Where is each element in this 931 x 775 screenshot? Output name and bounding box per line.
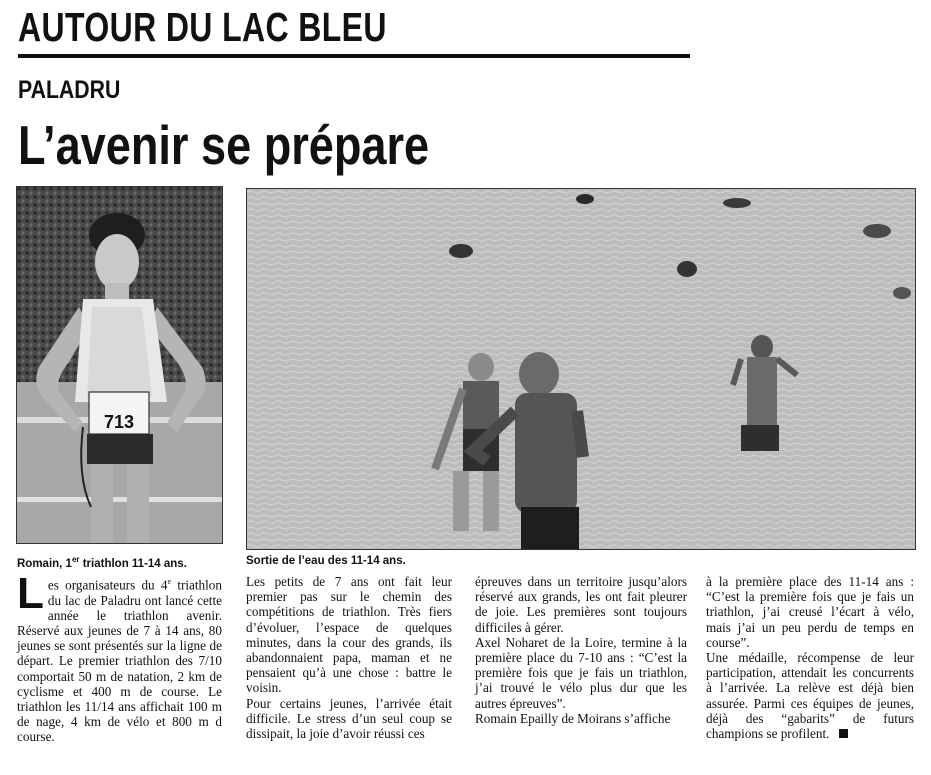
body-paragraph: Les petits de 7 ans ont fait leur premier pas sur le chemin des compétitions de triathlon. Très fiers d’évoluer, l’espace de quelques minutes, dans la cour des grands, ils abandonnaient papa, maman et ne pensaient qu’à une chose : battre le voisin. bbox=[246, 574, 452, 696]
body-paragraph: Les organisateurs du 4e triathlon du lac de Paladru ont lancé cette année le triathlon avenir. Réservé aux jeunes de 7 à 14 ans, 80 jeunes se sont présentés sur la ligne de départ. Le premier triathlon des 7/10 comportait 50 m de natation, 2 km de cyclisme et 400 m de course. Le triathlon les 11/14 ans affichait 100 m de nage, 4 km de vélo et 800 m d course. bbox=[17, 569, 222, 745]
athlete-photo bbox=[16, 186, 223, 544]
end-of-article-icon bbox=[839, 729, 848, 738]
body-column-2 bbox=[246, 574, 452, 741]
rubric-rule bbox=[18, 54, 690, 58]
athlete-photo-illustration bbox=[17, 187, 222, 543]
body-paragraph: Axel Noharet de la Loire, termine à la première place du 7-10 ans : “C’est la première fois que je fais un triathlon, j’ai trouvé le vélo plus dur que les autres épreuves”. bbox=[475, 634, 687, 711]
drop-cap: L bbox=[17, 569, 44, 618]
body-paragraph: épreuves dans un territoire jusqu’alors réservé aux grands, les ont fait pleurer de joie. Les premières sont toujours difficiles à gérer. bbox=[475, 574, 687, 635]
swimmers-photo-illustration bbox=[247, 189, 915, 549]
bib-number: 713 bbox=[103, 412, 135, 432]
body-column-1 bbox=[17, 569, 222, 745]
article-kicker: PALADRU bbox=[18, 76, 121, 104]
body-paragraph: Romain Epailly de Moirans s’affiche bbox=[475, 710, 671, 726]
section-rubric: AUTOUR DU LAC BLEU bbox=[18, 4, 387, 50]
body-paragraph: Une médaille, récompense de leur participation, attendait les concurrents à l’arrivée. La relève est déjà bien assurée. Parmi ces équipes de jeunes, déjà des “gabarits” de futurs champions se profilent. bbox=[706, 650, 914, 742]
body-column-4 bbox=[706, 574, 914, 741]
body-paragraph: Pour certains jeunes, l’arrivée était difficile. Le stress d’un seul coup se dissipait, la joie d’avoir réussi ces bbox=[246, 695, 452, 742]
athlete-photo-caption: Romain, 1er triathlon 11-14 ans. bbox=[17, 555, 187, 570]
swimmers-photo bbox=[246, 188, 916, 550]
swimmers-photo-caption: Sortie de l’eau des 11-14 ans. bbox=[246, 555, 406, 567]
body-column-3 bbox=[475, 574, 687, 726]
article-headline: L’avenir se prépare bbox=[18, 114, 430, 176]
body-paragraph: à la première place des 11-14 ans : “C’est la première fois que je fais un triathlon, j’ai creusé l’écart à vélo, mais j’ai un peu perdu de temps en course”. bbox=[706, 574, 914, 650]
